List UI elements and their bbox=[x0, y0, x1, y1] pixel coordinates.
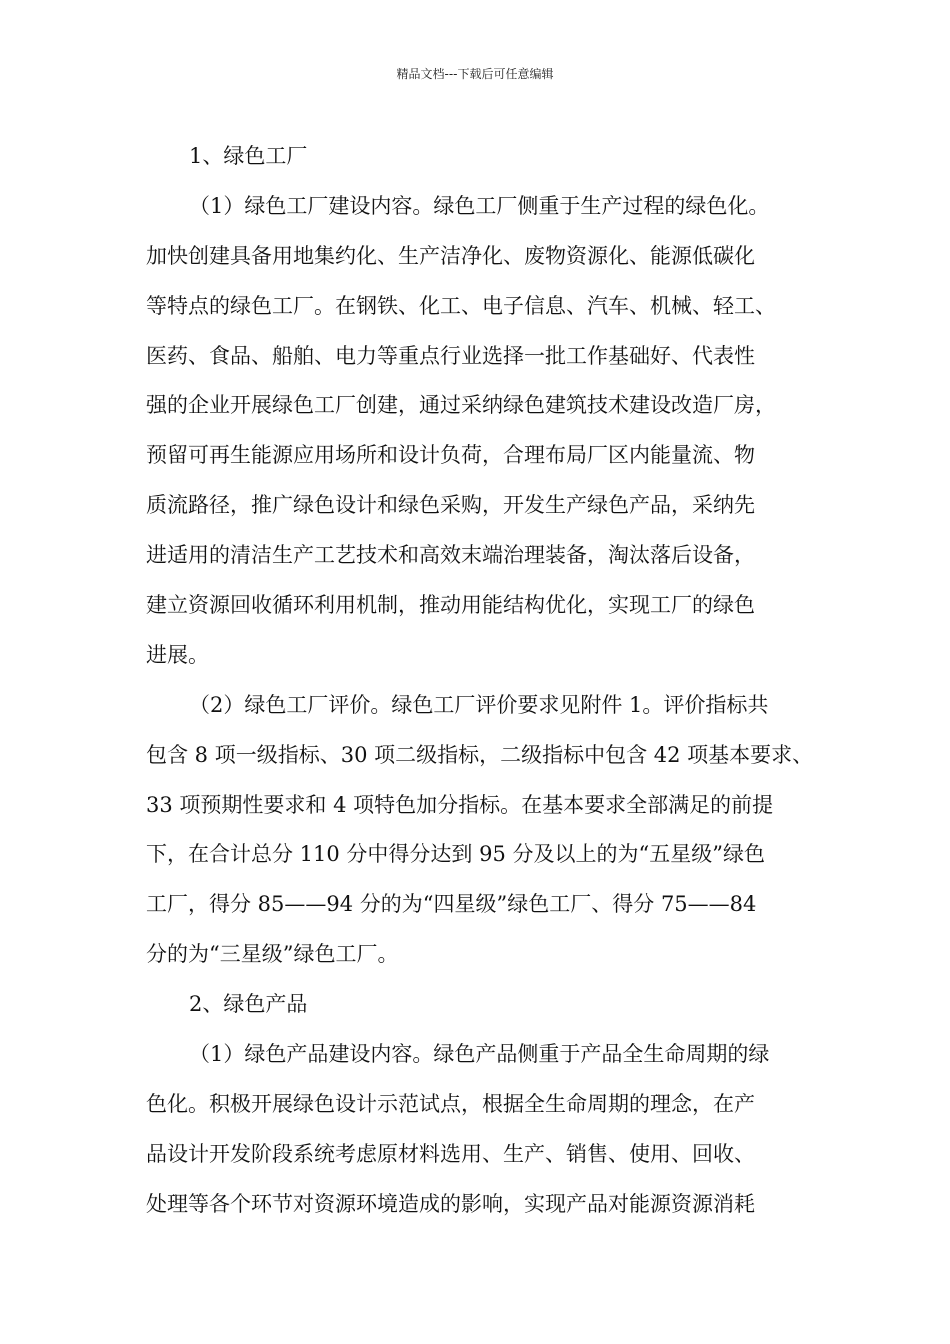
paragraph-line: 强的企业开展绿色工厂创建，通过采纳绿色建筑技术建设改造厂房， bbox=[146, 393, 776, 418]
paragraph-line: 预留可再生能源应用场所和设计负荷，合理布局厂区内能量流、物 bbox=[146, 443, 755, 468]
section-heading-green-product: 2、绿色产品 bbox=[189, 992, 308, 1017]
paragraph-line: 包含 8 项一级指标、30 项二级指标，二级指标中包含 42 项基本要求、 bbox=[146, 742, 814, 767]
document-body bbox=[146, 132, 814, 1230]
paragraph-line: 进适用的清洁生产工艺技术和高效末端治理装备，淘汰落后设备， bbox=[146, 543, 755, 568]
paragraph-line: 质流路径，推广绿色设计和绿色采购，开发生产绿色产品，采纳先 bbox=[146, 493, 755, 518]
paragraph-line: 加快创建具备用地集约化、生产洁净化、废物资源化、能源低碳化 bbox=[146, 243, 755, 268]
paragraph-line: 处理等各个环节对资源环境造成的影响，实现产品对能源资源消耗 bbox=[146, 1191, 755, 1216]
paragraph-line: 工厂，得分 85——94 分的为“四星级”绿色工厂、得分 75——84 bbox=[146, 892, 757, 917]
page-header: 精品文档---下载后可任意编辑 bbox=[396, 67, 554, 81]
paragraph-line: 医药、食品、船舶、电力等重点行业选择一批工作基础好、代表性 bbox=[146, 343, 755, 368]
paragraph-line: 进展。 bbox=[146, 642, 209, 667]
paragraph-line: （2）绿色工厂评价。绿色工厂评价要求见附件 1。评价指标共 bbox=[189, 692, 769, 717]
paragraph-line: （1）绿色工厂建设内容。绿色工厂侧重于生产过程的绿色化。 bbox=[189, 193, 770, 218]
paragraph-line: （1）绿色产品建设内容。绿色产品侧重于产品全生命周期的绿 bbox=[189, 1042, 770, 1067]
paragraph-line: 品设计开发阶段系统考虑原材料选用、生产、销售、使用、回收、 bbox=[146, 1141, 755, 1166]
paragraph-line: 分的为“三星级”绿色工厂。 bbox=[146, 942, 399, 967]
paragraph-line: 建立资源回收循环利用机制，推动用能结构优化，实现工厂的绿色 bbox=[146, 593, 755, 618]
paragraph-line: 色化。积极开展绿色设计示范试点，根据全生命周期的理念，在产 bbox=[146, 1091, 755, 1116]
section-heading-green-factory: 1、绿色工厂 bbox=[189, 144, 308, 168]
paragraph-line: 等特点的绿色工厂。在钢铁、化工、电子信息、汽车、机械、轻工、 bbox=[146, 293, 776, 318]
paragraph-line: 33 项预期性要求和 4 项特色加分指标。在基本要求全部满足的前提 bbox=[146, 792, 774, 817]
paragraph-line: 下，在合计总分 110 分中得分达到 95 分及以上的为“五星级”绿色 bbox=[146, 842, 765, 867]
